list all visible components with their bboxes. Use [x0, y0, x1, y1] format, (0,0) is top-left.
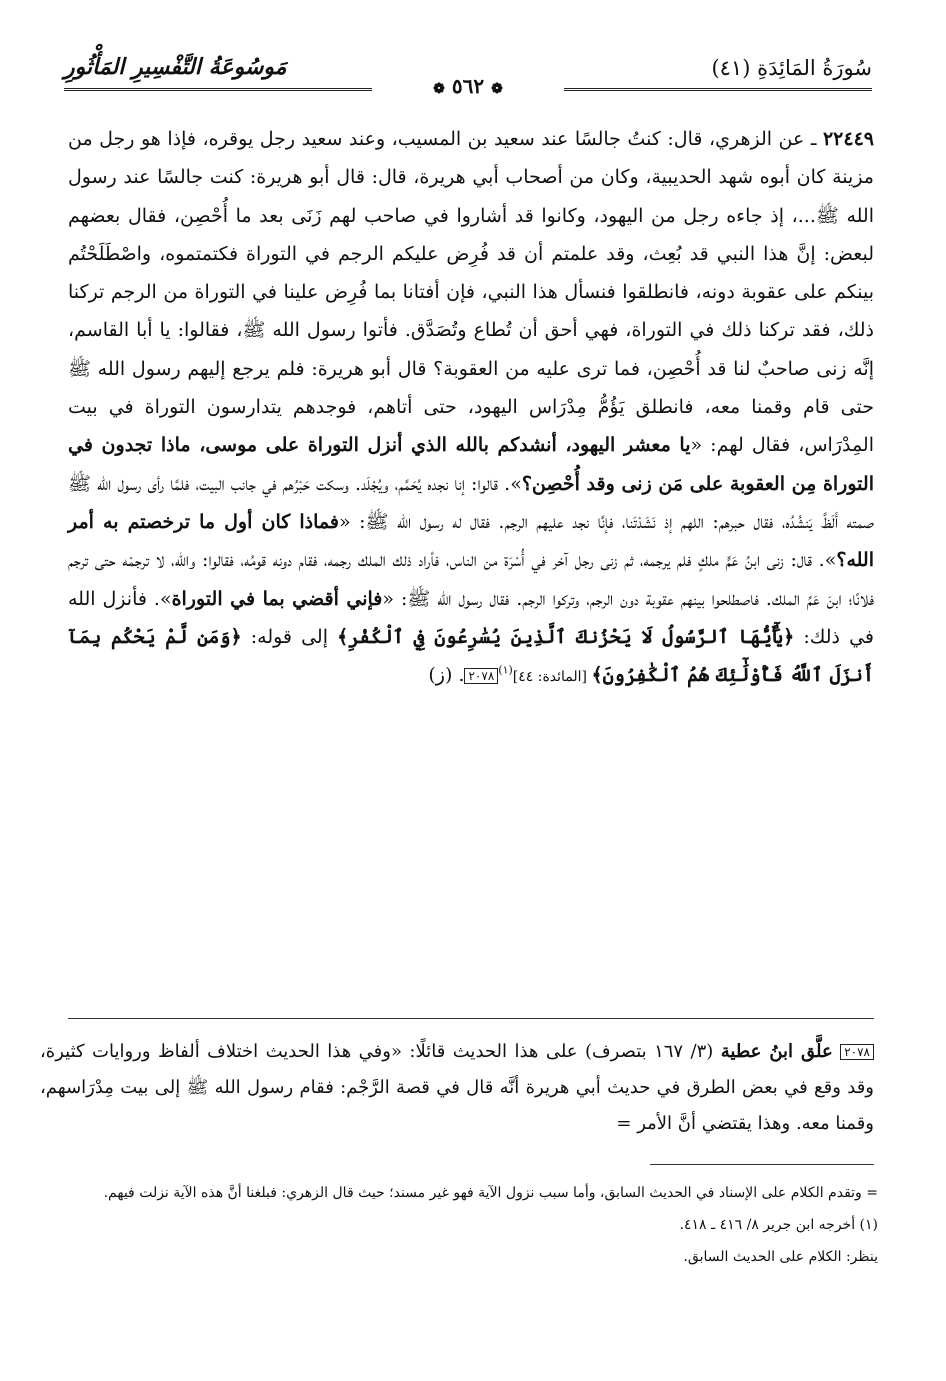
ornament-icon: ❁	[433, 81, 445, 97]
hadith-text-part: ». فأنزل الله في ذلك:	[68, 587, 874, 648]
hadith-text-part: ». قال: زنى ابنُ عَمٍّ ملكٍ فلم يرجمه، ثم زنى رجل آخر في أُسْرَة من الناس، فأراد ذلك الملك رجمه، فقام دونه قومُه، فقالوا: والله، لا ترجمْه حتى ترجم فلانًا؛ ابنَ عَمِّ الملك. فاصطلحوا بينهم عقوبة دون الرجم، وتركوا الرجم. فقال رسول الله ﷺ: «	[68, 549, 874, 610]
commentary-ref-box: ٢٠٧٨	[464, 668, 498, 684]
commentary	[40, 1034, 874, 1142]
surah-title: سُورَةُ المَائِدَةِ (٤١)	[711, 56, 872, 80]
section-divider	[68, 1018, 874, 1019]
book-title: مَوسُوعَةُ التَّفْسِيرِ المَأْثُورِ	[64, 54, 287, 80]
footnote-1: (١) أخرجه ابن جرير ٨/ ٤١٦ ـ ٤١٨.	[679, 1217, 878, 1233]
hadith-text-part: ». قالوا: إنا نجده يُحَمَّم، ويُجْلَد. وسكت حَبْرُهم في جانب البيت، فلمَّا رأى رسول الله ﷺ صمته أَلَظَّ يَنشُدُه، فقال حبرهم: اللهم إذ نَشَدْتَنا، فإنَّا نجد عليهم الرجم. فقال له رسول الله ﷺ: «	[68, 472, 874, 533]
footnote-continuation: = وتقدم الكلام على الإسناد في الحديث السابق، وأما سبب نزول الآية فهو غير مسند؛ حيث قال الزهري: فبلغنا أنَّ هذه الآية نزلت فيهم.	[103, 1185, 878, 1201]
commentary-text: (٣/ ١٦٧ بتصرف) على هذا الحديث قائلًا: «وفي هذا الحديث اختلاف ألفاظ وروايات كثيرة، وقد وقع في بعض الطرق في حديث أبي هريرة أنَّه قال في قصة الرَّجْم: فقام رسول الله ﷺ إلى بيت مِدْرَاسهم، وقمنا معه. وهذا يقتضي أنَّ الأمر =	[40, 1041, 874, 1134]
page-header	[64, 52, 872, 100]
source-marker: . (ز)	[428, 664, 465, 687]
hadith-text	[68, 120, 874, 696]
quran-verse: ﴿وَمَن لَّمْ يَحْكُم بِمَآ أَنزَلَ ٱللَّهُ فَأُوْلَٰٓئِكَ هُمُ ٱلْكَٰفِرُونَ﴾	[68, 625, 874, 687]
hadith-text-part: ـ عن الزهري، قال: كنتُ جالسًا عند سعيد بن المسيب، وعند سعيد رجل يوقره، فإذا هو رجل من مزينة كان أبوه شهد الحديبية، وكان من أصحاب أبي هريرة، قال: قال أبو هريرة: كنت جالسًا عند رسول الله ﷺ...، إذ جاءه رجل من اليهود، وكانوا قد أشاروا في صاحب لهم زَنَى بعد ما أُحْصِن، فقال بعضهم لبعض: إنَّ هذا النبي قد بُعِث، وقد علمتم أن قد فُرِض عليكم الرجم في التوراة فكتمتموه، واصْطَلَحْتُم بينكم على عقوبة دونه، فانطلقوا فنسأل هذا النبي، فإن أفتانا بما فُرِض علينا في التوراة من الرجم تركنا ذلك، فقد تركنا ذلك في التوراة، فهي أحق أن تُطاع وتُصَدَّق. فأتوا رسول الله ﷺ، فقالوا: يا أبا القاسم، إنَّه زنى صاحبٌ لنا قد أُحْصِن، فما ترى عليه من العقوبة؟ قال أبو هريرة: فلم يرجع إليهم رسول الله ﷺ حتى قام وقمنا معه، فانطلق يَؤُمُّ مِدْرَاس اليهود، حتى أتاهم، فوجدهم يتدارسون التوراة في بيت المِدْرَاس، فقال لهم: «	[68, 128, 875, 457]
prophet-quote: يا معشر اليهود، أنشدكم بالله الذي أنزل التوراة على موسى، ماذا تجدون في التوراة مِن العقوبة على مَن زنى وقد أُحْصِن؟	[68, 434, 874, 495]
commentary-paragraph	[40, 1034, 874, 1142]
hadith-number: ٢٢٤٤٩	[822, 128, 874, 150]
commentary-number-box: ٢٠٧٨	[840, 1044, 874, 1060]
prophet-quote: فإني أقضي بما في التوراة	[171, 587, 383, 610]
quran-verse: ﴿يَٰٓأَيُّهَا ٱلرَّسُولُ لَا يَحْزُنكَ ٱلَّذِينَ يُسَٰرِعُونَ فِي ٱلْكُفْرِ﴾	[337, 625, 795, 648]
header-rule-left	[64, 88, 372, 91]
hadith-paragraph	[68, 120, 874, 696]
prophet-quote: فماذا كان أول ما ترخصتم به أمر الله؟	[68, 510, 874, 572]
verse-reference: [المائدة: ٤٤]	[512, 669, 592, 686]
ornament-icon: ❁	[491, 81, 503, 97]
footnote-see-also: ينظر: الكلام على الحديث السابق.	[683, 1249, 878, 1265]
footnote-marker: (١)	[498, 663, 513, 677]
page-number-value: ٥٦٢	[451, 74, 485, 98]
footnote-divider	[650, 1164, 874, 1165]
commentary-author: علَّق ابنُ عطية	[720, 1041, 833, 1062]
page-number	[427, 74, 509, 98]
footnotes	[68, 1180, 878, 1276]
hadith-text-part: إلى قوله:	[241, 625, 338, 648]
header-rule-right	[564, 88, 872, 91]
